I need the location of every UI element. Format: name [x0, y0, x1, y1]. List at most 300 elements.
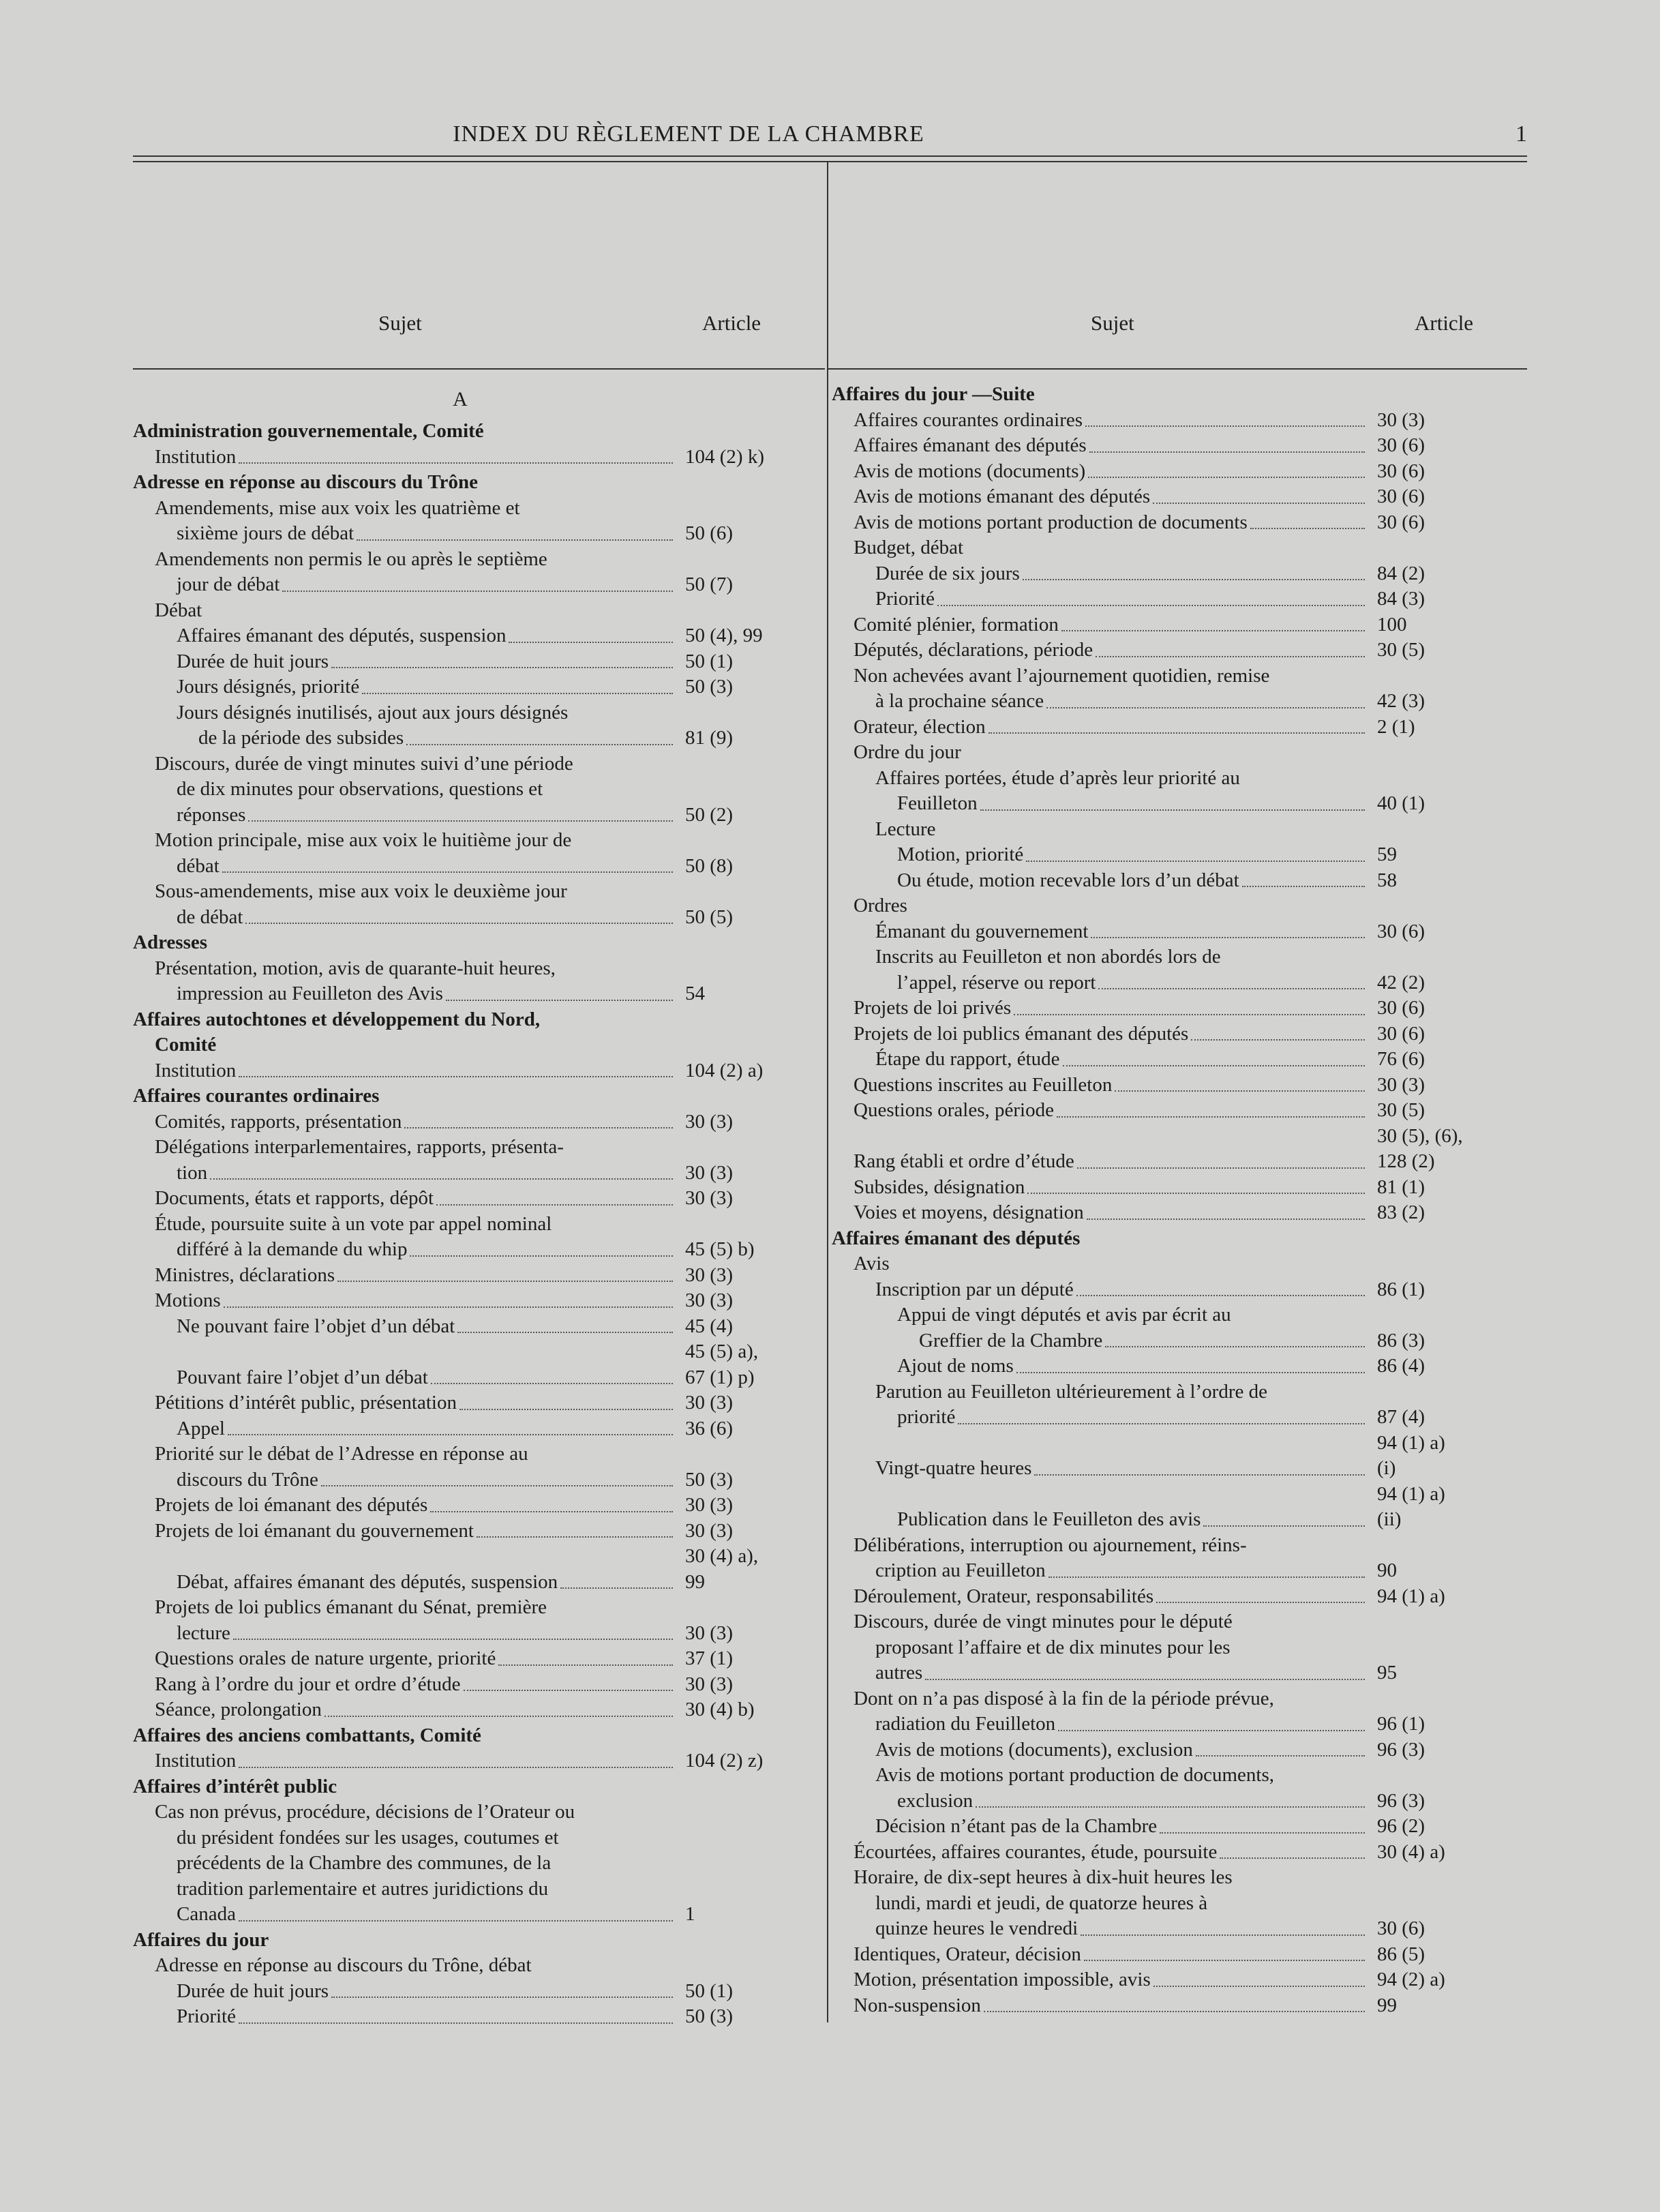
entry-subject: Déroulement, Orateur, responsabilités	[854, 1585, 1154, 1607]
index-entry	[133, 1774, 787, 1800]
entry-article: 30 (6)	[1377, 997, 1425, 1019]
index-entry	[832, 1200, 1500, 1226]
index-entry	[133, 1851, 787, 1877]
entry-article: 50 (3)	[685, 676, 734, 698]
page-title: INDEX DU RÈGLEMENT DE LA CHAMBRE	[453, 121, 924, 147]
index-entry	[133, 496, 787, 522]
leader-dots	[404, 1127, 673, 1129]
entry-subject: Pouvant faire l’objet d’un débat	[177, 1366, 428, 1388]
index-entry	[133, 1161, 787, 1186]
leader-dots	[1096, 656, 1365, 657]
entry-article: 96 (2)	[1377, 1815, 1425, 1837]
leader-dots	[282, 591, 673, 592]
entry-subject: Canada	[177, 1903, 236, 1925]
entry-subject: Cas non prévus, procédure, décisions de l’Orateur ou	[155, 1801, 575, 1823]
entry-article: 104 (2) k)	[685, 445, 764, 468]
entry-subject: Affaires des anciens combattants, Comité	[133, 1724, 481, 1746]
index-entry	[832, 1047, 1500, 1073]
entry-article: 37 (1)	[685, 1647, 734, 1669]
entry-subject: Motion, présentation impossible, avis	[854, 1969, 1151, 1990]
entry-subject: Institution	[155, 1750, 237, 1772]
entry-subject: Jours désignés inutilisés, ajout aux jours désignés	[177, 701, 569, 723]
entry-article: 30 (6)	[1377, 460, 1425, 482]
entry-article: 81 (1)	[1377, 1176, 1425, 1198]
entry-article: 30 (3)	[1377, 1073, 1425, 1096]
index-entry	[133, 1748, 787, 1774]
entry-subject: Affaires émanant des députés	[832, 1227, 1081, 1249]
entry-subject: Sous-amendements, mise aux voix le deuxième jour	[155, 880, 567, 902]
entry-subject: quinze heures le vendredi	[875, 1917, 1078, 1939]
entry-subject: de dix minutes pour observations, questions et	[177, 778, 543, 800]
entry-article: 1	[685, 1903, 695, 1925]
entry-article: 30 (6)	[1377, 434, 1425, 456]
entry-article: 30 (6)	[1377, 1917, 1425, 1939]
leader-dots	[1091, 937, 1365, 938]
leader-dots	[509, 642, 673, 643]
entry-subject: Décision n’étant pas de la Chambre	[875, 1815, 1158, 1837]
entry-subject: Avis de motions (documents)	[854, 460, 1086, 482]
index-entry	[832, 1609, 1500, 1635]
entry-article: 50 (5)	[685, 906, 734, 928]
index-entry	[133, 674, 787, 700]
entry-article: 100	[1377, 613, 1407, 636]
index-entry	[832, 663, 1500, 689]
index-entry	[832, 715, 1500, 741]
entry-subject: Projets de loi émanant des députés	[155, 1494, 428, 1516]
entry-article: 36 (6)	[685, 1417, 734, 1439]
entry-subject: Pétitions d’intérêt public, présentation	[155, 1392, 457, 1414]
entry-subject: Projets de loi privés	[854, 997, 1012, 1019]
entry-subject: Appel	[177, 1417, 225, 1439]
index-entry	[832, 535, 1500, 561]
leader-dots	[362, 693, 673, 694]
leader-dots	[984, 2011, 1365, 2012]
entry-subject: Durée de huit jours	[177, 1979, 329, 2002]
index-entry	[133, 1544, 787, 1595]
entry-subject: débat	[177, 854, 220, 877]
entry-article: 99	[1377, 1994, 1397, 2016]
entry-subject: Voies et moyens, désignation	[854, 1201, 1084, 1223]
entry-subject: Dont on n’a pas disposé à la fin de la période prévue,	[854, 1687, 1274, 1709]
index-entry	[133, 1672, 787, 1698]
index-page	[133, 116, 1527, 2148]
leader-dots	[446, 1000, 673, 1001]
entry-subject: Priorité sur le débat de l’Adresse en réponse au	[155, 1443, 528, 1465]
entry-article: 104 (2) z)	[685, 1750, 764, 1772]
index-entry	[832, 689, 1500, 715]
entry-article: 42 (2)	[1377, 971, 1425, 993]
leader-dots	[459, 1409, 673, 1410]
entry-subject: Délégations interparlementaires, rapports, présenta-	[155, 1136, 564, 1158]
index-entry	[133, 1058, 787, 1084]
entry-article: 50 (6)	[685, 522, 734, 544]
leader-dots	[958, 1423, 1365, 1424]
index-entry	[832, 1098, 1500, 1124]
entry-subject: l’appel, réserve ou report	[897, 971, 1096, 993]
index-entry	[133, 598, 787, 624]
index-entry	[133, 1979, 787, 2005]
index-entry	[133, 1237, 787, 1263]
entry-subject: priorité	[897, 1406, 956, 1428]
entry-subject: sixième jours de débat	[177, 522, 354, 544]
index-entry	[832, 766, 1500, 792]
index-entry	[133, 1263, 787, 1289]
entry-article: 58	[1377, 869, 1397, 891]
index-entry	[832, 970, 1500, 996]
leader-dots	[1105, 1346, 1365, 1347]
leader-dots	[1027, 1193, 1365, 1194]
leader-dots	[1014, 1014, 1365, 1015]
entry-subject: Ou étude, motion recevable lors d’un débat	[897, 869, 1239, 891]
entry-article: 86 (5)	[1377, 1943, 1425, 1965]
entry-subject: Adresse en réponse au discours du Trône, débat	[155, 1954, 532, 1976]
leader-dots	[1034, 1474, 1365, 1476]
leader-dots	[248, 820, 673, 822]
leader-dots	[1048, 1576, 1365, 1578]
entry-subject: Avis de motions portant production de documents,	[875, 1764, 1275, 1786]
entry-article: 96 (3)	[1377, 1738, 1425, 1761]
entry-article: 45 (5) b)	[685, 1238, 755, 1260]
right-column-headings	[845, 311, 1527, 352]
entry-subject: radiation du Feuilleton	[875, 1713, 1056, 1735]
index-entry	[832, 1482, 1500, 1533]
leader-dots	[321, 1485, 673, 1486]
entry-article: 30 (6)	[1377, 920, 1425, 942]
entry-subject: Ne pouvant faire l’objet d’un débat	[177, 1315, 455, 1337]
article-heading: Article	[702, 311, 761, 335]
entry-subject: Adresse en réponse au discours du Trône	[133, 471, 478, 493]
leader-dots	[1046, 707, 1365, 708]
leader-dots	[1196, 1755, 1365, 1757]
index-entry	[832, 1865, 1500, 1891]
index-entry	[832, 944, 1500, 970]
entry-subject: Parution au Feuilleton ultérieurement à l’ordre de	[875, 1380, 1267, 1403]
entry-article: 30 (3)	[685, 1392, 734, 1414]
index-entry	[133, 803, 787, 828]
index-entry	[832, 1226, 1500, 1252]
left-column-headings	[133, 311, 761, 352]
index-entry	[133, 777, 787, 803]
index-entry	[832, 1686, 1500, 1712]
leader-dots	[1098, 988, 1365, 989]
entry-subject: tion	[177, 1161, 208, 1184]
entry-article: 94 (2) a)	[1377, 1969, 1445, 1990]
entry-article: 59	[1377, 843, 1397, 865]
right-heading-rule	[828, 368, 1527, 370]
leader-dots	[331, 667, 673, 668]
entry-article: 50 (3)	[685, 2005, 734, 2027]
entry-article: 90	[1377, 1559, 1397, 1581]
entry-subject: Comité	[155, 1034, 217, 1056]
entry-subject: tradition parlementaire et autres juridictions du	[177, 1877, 549, 1900]
entry-article: 30 (3)	[685, 1264, 734, 1286]
index-entry	[133, 930, 787, 956]
index-entry	[832, 586, 1500, 612]
entry-subject: lecture	[177, 1621, 230, 1644]
entry-article: 45 (5) a), 67 (1) p)	[685, 1341, 759, 1388]
index-entry	[832, 1251, 1500, 1277]
index-entry	[133, 1390, 787, 1416]
entry-subject: Non achevées avant l’ajournement quotidien, remise	[854, 664, 1270, 687]
index-entry	[133, 1493, 787, 1519]
index-entry	[133, 1799, 787, 1825]
entry-subject: Greffier de la Chambre	[919, 1329, 1103, 1351]
leader-dots	[222, 871, 673, 873]
index-entry	[133, 2004, 787, 2030]
entry-article: 95	[1377, 1662, 1397, 1684]
leader-dots	[1088, 477, 1365, 478]
index-entry	[133, 1621, 787, 1647]
leader-dots	[464, 1690, 673, 1691]
index-entry	[832, 1891, 1500, 1917]
index-entry	[832, 1712, 1500, 1737]
leader-dots	[233, 1639, 673, 1640]
entry-article: 86 (3)	[1377, 1329, 1425, 1351]
entry-subject: Orateur, élection	[854, 715, 986, 738]
entry-subject: Amendements non permis le ou après le septième	[155, 548, 547, 570]
index-entry	[133, 521, 787, 547]
entry-subject: Émanant du gouvernement	[875, 920, 1089, 942]
entry-subject: Institution	[155, 445, 237, 468]
entry-subject: Ajout de noms	[897, 1355, 1014, 1377]
leader-dots	[239, 2022, 673, 2024]
leader-dots	[1156, 1602, 1365, 1603]
entry-subject: Subsides, désignation	[854, 1176, 1025, 1198]
index-entry	[832, 561, 1500, 587]
entry-subject: Priorité	[177, 2005, 236, 2027]
subject-heading-right: Sujet	[1091, 311, 1134, 335]
entry-subject: Députés, déclarations, période	[854, 639, 1093, 661]
leader-dots	[1220, 1857, 1365, 1859]
index-entry	[832, 791, 1500, 817]
left-heading-rule	[133, 368, 825, 370]
entry-subject: Étape du rapport, étude	[875, 1048, 1060, 1070]
entry-subject: Avis	[854, 1253, 890, 1274]
leader-dots	[1023, 579, 1365, 580]
entry-article: 42 (3)	[1377, 690, 1425, 712]
index-entry	[832, 1942, 1500, 1968]
leader-dots	[560, 1587, 673, 1589]
entry-subject: réponses	[177, 803, 246, 826]
leader-dots	[1058, 1730, 1365, 1731]
entry-subject: Budget, débat	[854, 537, 964, 558]
index-entry	[133, 1928, 787, 1954]
index-entry	[832, 1916, 1500, 1942]
entry-subject: Motion principale, mise aux voix le huitième jour de	[155, 829, 572, 851]
left-index-list	[133, 386, 787, 2030]
leader-dots	[1026, 861, 1365, 862]
leader-dots	[331, 1997, 673, 1998]
index-entry	[832, 510, 1500, 536]
leader-dots	[976, 1806, 1365, 1808]
entry-article: 54	[685, 983, 705, 1004]
entry-article: 81 (9)	[685, 727, 734, 749]
leader-dots	[245, 923, 673, 924]
entry-article: 94 (1) a) (i)	[1377, 1431, 1445, 1479]
index-entry	[133, 879, 787, 905]
leader-dots	[457, 1332, 673, 1333]
entry-subject: Ordres	[854, 895, 907, 916]
index-entry	[832, 842, 1500, 868]
entry-article: 30 (5)	[1377, 639, 1425, 661]
index-entry	[832, 1175, 1500, 1201]
index-entry	[832, 1405, 1500, 1431]
index-entry	[133, 1953, 787, 1979]
entry-subject: à la prochaine séance	[875, 690, 1044, 712]
leader-dots	[1089, 451, 1365, 453]
entry-subject: Ministres, déclarations	[155, 1264, 335, 1286]
leader-dots	[1057, 1116, 1365, 1118]
index-entry	[133, 1723, 787, 1749]
index-entry	[133, 649, 787, 675]
page-header	[133, 116, 1527, 157]
leader-dots	[1085, 425, 1365, 427]
index-entry	[832, 893, 1500, 919]
entry-subject: Affaires courantes ordinaires	[854, 408, 1083, 431]
entry-article: 50 (1)	[685, 650, 734, 672]
subject-heading: Sujet	[378, 311, 422, 335]
entry-subject: Vingt-quatre heures	[875, 1457, 1032, 1479]
entry-subject: Présentation, motion, avis de quarante-huit heures,	[155, 957, 556, 979]
entry-article: 30 (3)	[685, 1187, 734, 1209]
index-entry	[133, 1825, 787, 1851]
index-entry	[133, 854, 787, 880]
leader-dots	[436, 1204, 673, 1206]
index-entry	[832, 1967, 1500, 1993]
entry-subject: jour de débat	[177, 573, 280, 595]
entry-subject: Questions orales de nature urgente, priorité	[155, 1647, 496, 1669]
leader-dots	[1063, 1065, 1365, 1066]
entry-subject: Avis de motions portant production de documents	[854, 511, 1248, 533]
index-entry	[832, 459, 1500, 485]
entry-subject: Discours, durée de vingt minutes suivi d’une période	[155, 752, 573, 775]
entry-subject: Institution	[155, 1059, 237, 1081]
entry-subject: Ordre du jour	[854, 741, 961, 763]
entry-subject: Questions orales, période	[854, 1099, 1054, 1121]
index-entry	[832, 1814, 1500, 1840]
entry-article: 50 (8)	[685, 854, 734, 877]
entry-subject: impression au Feuilleton des Avis	[177, 983, 443, 1004]
index-entry	[133, 1697, 787, 1723]
leader-dots	[1250, 528, 1365, 529]
index-entry	[133, 547, 787, 573]
entry-subject: autres	[875, 1662, 923, 1684]
entry-subject: Avis de motions émanant des députés	[854, 485, 1151, 507]
index-entry	[133, 956, 787, 982]
entry-article: 50 (3)	[685, 1468, 734, 1491]
index-entry	[832, 1354, 1500, 1379]
index-entry	[832, 382, 1500, 408]
index-entry	[133, 1416, 787, 1442]
index-entry	[133, 1186, 787, 1212]
right-index-list	[832, 382, 1500, 2018]
entry-subject: Publication dans le Feuilleton des avis	[897, 1508, 1201, 1530]
header-rule-double	[133, 161, 1527, 162]
leader-dots	[410, 1255, 673, 1257]
leader-dots	[1242, 886, 1365, 887]
index-entry	[832, 1789, 1500, 1814]
entry-article: 76 (6)	[1377, 1048, 1425, 1070]
index-entry	[133, 1595, 787, 1621]
entry-article: 40 (1)	[1377, 792, 1425, 814]
entry-article: 96 (3)	[1377, 1789, 1425, 1812]
leader-dots	[1115, 1090, 1365, 1092]
entry-subject: proposant l’affaire et de dix minutes pour les	[875, 1636, 1231, 1658]
entry-subject: Questions inscrites au Feuilleton	[854, 1073, 1113, 1096]
entry-subject: Projets de loi émanant du gouvernement	[155, 1519, 474, 1542]
leader-dots	[498, 1664, 673, 1666]
entry-article: 30 (3)	[685, 1519, 734, 1542]
entry-subject: Affaires d’intérêt public	[133, 1775, 337, 1797]
entry-subject: Amendements, mise aux voix les quatrième et	[155, 496, 520, 519]
index-entry	[832, 1124, 1500, 1175]
entry-article: 30 (4) b)	[685, 1699, 755, 1720]
leader-dots	[1153, 503, 1365, 504]
index-entry	[832, 740, 1500, 766]
entry-article: 87 (4)	[1377, 1406, 1425, 1428]
entry-article: 45 (4)	[685, 1315, 734, 1337]
index-entry	[133, 1519, 787, 1544]
leader-dots	[1081, 1934, 1365, 1936]
leader-dots	[1153, 1986, 1365, 1987]
entry-subject: Motion, priorité	[897, 843, 1024, 865]
leader-dots	[239, 1920, 673, 1922]
page-number: 1	[1515, 121, 1527, 147]
index-entry	[832, 1635, 1500, 1661]
entry-article: 94 (1) a)	[1377, 1585, 1445, 1607]
entry-article: 30 (3)	[1377, 408, 1425, 431]
index-entry	[133, 828, 787, 854]
index-entry	[133, 1877, 787, 1902]
leader-dots	[1203, 1525, 1365, 1527]
entry-subject: différé à la demande du whip	[177, 1238, 408, 1260]
entry-subject: Débat, affaires émanant des députés, suspension	[177, 1570, 558, 1593]
entry-subject: Affaires portées, étude d’après leur priorité au	[875, 766, 1240, 789]
entry-subject: Projets de loi publics émanant des députés	[854, 1022, 1189, 1045]
entry-subject: exclusion	[897, 1789, 974, 1812]
entry-subject: Projets de loi publics émanant du Sénat, première	[155, 1596, 547, 1618]
leader-dots	[325, 1716, 673, 1717]
leader-dots	[477, 1536, 673, 1538]
index-entry	[832, 1073, 1500, 1098]
entry-subject: Inscription par un député	[875, 1278, 1074, 1300]
entry-subject: Comité plénier, formation	[854, 613, 1059, 636]
index-entry	[133, 1467, 787, 1493]
index-entry	[832, 1763, 1500, 1789]
index-entry	[832, 1431, 1500, 1482]
index-entry	[832, 612, 1500, 638]
index-entry	[832, 433, 1500, 459]
leader-dots	[1061, 630, 1365, 631]
article-heading-right: Article	[1415, 311, 1474, 335]
index-entry	[133, 1441, 787, 1467]
entry-subject: Avis de motions (documents), exclusion	[875, 1738, 1193, 1761]
entry-subject: Durée de six jours	[875, 562, 1020, 584]
leader-dots	[1016, 1372, 1365, 1373]
entry-subject: Appui de vingt députés et avis par écrit au	[897, 1304, 1231, 1326]
leader-dots	[239, 1767, 673, 1768]
entry-subject: Rang établi et ordre d’étude	[854, 1150, 1074, 1172]
index-entry	[832, 1660, 1500, 1686]
index-entry	[133, 726, 787, 751]
entry-article: 30 (6)	[1377, 511, 1425, 533]
entry-subject: Non-suspension	[854, 1994, 981, 2016]
index-entry	[832, 1993, 1500, 2019]
index-entry	[832, 1328, 1500, 1354]
index-entry	[832, 1021, 1500, 1047]
entry-article: 50 (4), 99	[685, 625, 763, 646]
leader-dots	[430, 1511, 673, 1512]
